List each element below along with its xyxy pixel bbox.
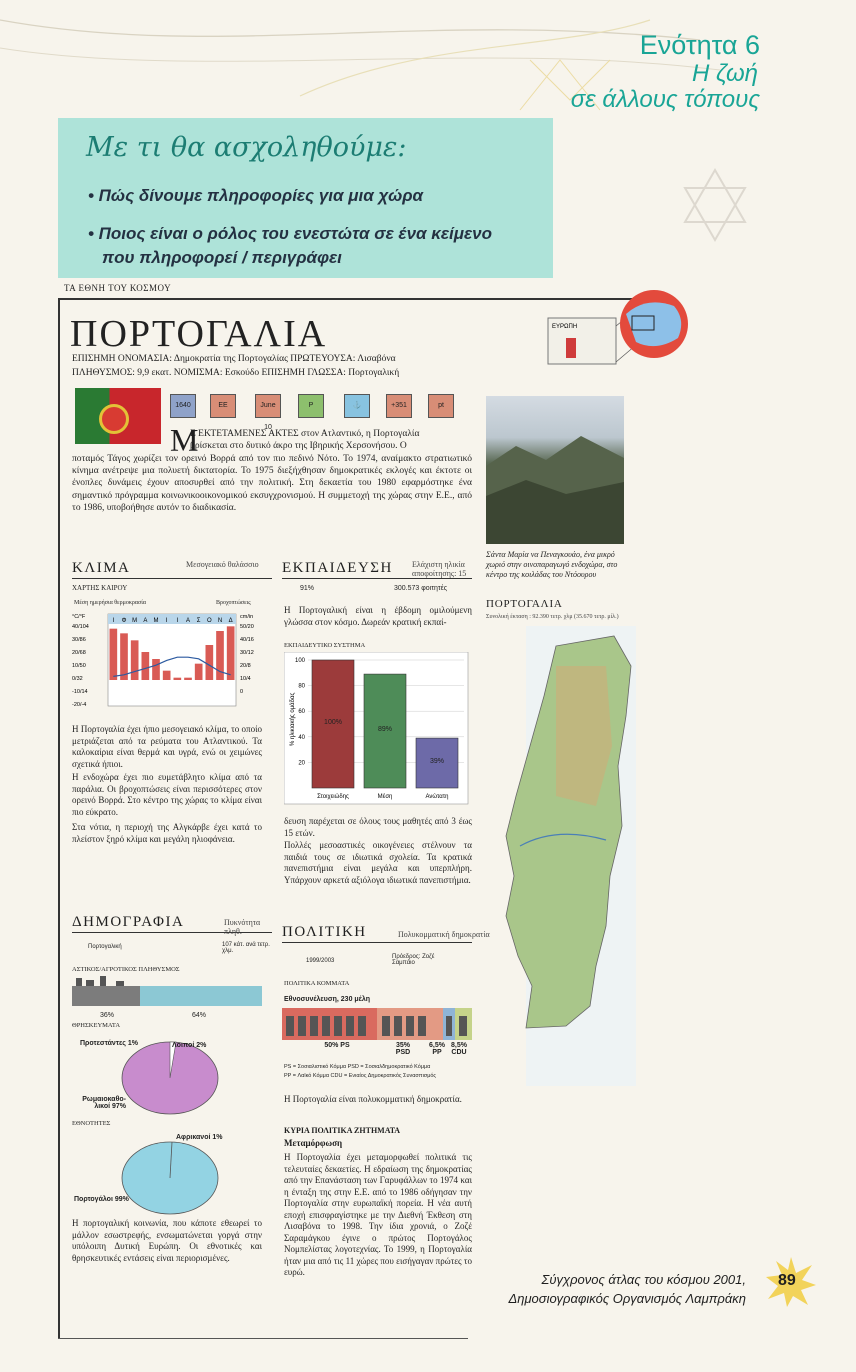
issues-subtitle: Μεταμόρφωση (284, 1138, 343, 1148)
national-day-icon: June 10 (255, 394, 281, 418)
rainfall-bar (206, 645, 214, 680)
urban-title: ΑΣΤΙΚΟΣ/ΑΓΡΟΤΙΚΟΣ ΠΛΗΘΥΣΜΟΣ (72, 966, 180, 973)
month-label: Ι (176, 618, 179, 624)
month-label: Μ (153, 618, 159, 624)
atlas-credit-line-1: Σύγχρονος άτλας του κόσμου 2001, (541, 1272, 746, 1287)
demography-density: 107 κάτ. ανά τετρ. χλμ. (222, 942, 270, 954)
rural-pct: 64% (192, 1012, 207, 1019)
edu-ytick: 40 (298, 734, 305, 741)
inset-label: ΕΥΡΩΠΗ (552, 324, 578, 330)
left-tick: 20/68 (72, 650, 86, 656)
edu-ytick: 60 (298, 709, 305, 716)
politics-head-of-state: Πρόεδρος: Ζοζέ Σαμπάιο (392, 954, 435, 966)
rainfall-bar (184, 678, 192, 680)
right-tick: 50/20 (240, 624, 254, 630)
party-ps: 50% PS (324, 1042, 350, 1049)
party-pp: 6,5% PP (429, 1042, 445, 1056)
month-label: Ι (165, 618, 168, 624)
objective-item-1: • Πώς δίνουμε πληροφορίες για μια χώρα (88, 186, 424, 205)
parking-icon: P (298, 394, 324, 418)
rainfall-bar (163, 671, 171, 680)
parliament-figures (282, 1008, 472, 1040)
month-label: Ο (206, 618, 212, 624)
map-title: ΠΟΡΤΟΓΑΛΙΑ (486, 598, 563, 610)
edu-category-label: Μέση (377, 794, 393, 800)
country-title: ΠΟΡΤΟΓΑΛΙΑ (70, 313, 328, 355)
party-legend-2: PP = Λαϊκό Κόμμα CDU = Ενιαίος Δημοκρατικός Συνασπισμός (284, 1073, 437, 1079)
month-label: Μ (132, 618, 138, 624)
objective-item-2: • Ποιος είναι ο ρόλος του ενεστώτα σε ένα κείμενο (88, 224, 492, 243)
unit-title-line-2: σε άλλους τόπους (570, 86, 760, 113)
right-unit: cm/in (240, 614, 254, 620)
left-tick: 10/50 (72, 663, 86, 669)
month-label: Φ (121, 618, 127, 624)
photo-caption: Σάντα Μαρία να Πεναγκουάο, ένα μικρό χωριό στην οινοπαραγωγό ενδοχώρα, στο κέντρο της κοιλάδας του Ντόουρου (486, 550, 618, 579)
parties-title: ΠΟΛΙΤΙΚΑ ΚΟΜΜΑΤΑ (284, 980, 350, 987)
right-tick: 30/12 (240, 650, 254, 656)
month-label: Δ (228, 618, 233, 624)
politics-text-1: Η Πορτογαλία είναι πολυκομματική δημοκρατία. (284, 1094, 462, 1104)
party-cdu: 8,5% CDU (451, 1042, 467, 1056)
party-psd: 35% PSD (395, 1042, 411, 1056)
left-unit: °C/°F (72, 614, 86, 620)
domain-icon: pt (428, 394, 454, 418)
month-label: Α (143, 618, 148, 624)
ethnic-pie (120, 1140, 220, 1220)
religion-label-catholic: Ρωμαιοκαθο- λικοί 97% (82, 1096, 126, 1110)
country-meta-line-1: ΕΠΙΣΗΜΗ ΟΝΟΜΑΣΙΑ: Δημοκρατία της Πορτογαλίας ΠΡΩΤΕΥΟΥΣΑ: Λισαβόνα (72, 354, 396, 364)
parliament-label: Εθνοσυνέλευση, 230 μέλη (284, 996, 371, 1003)
climate-link[interactable]: Μεσογειακό θαλάσσιο (186, 560, 259, 569)
climate-heading: ΚΛΙΜΑ (72, 560, 272, 579)
portugal-map (486, 626, 636, 1086)
politics-elections: 1999/2003 (306, 958, 335, 964)
edu-data-label: 89% (377, 726, 393, 734)
religion-label-other: Λοιποί 2% (172, 1042, 207, 1049)
rainfall-bar (131, 640, 139, 680)
rainfall-bar (227, 626, 235, 680)
flag-crest-icon (99, 404, 129, 434)
rainfall-bar (195, 664, 203, 680)
climate-legend-rain: Βροχοπτώσεις (216, 600, 251, 606)
party-legend-1: PS = Σοσιαλιστικό Κόμμα PSD = Σοσιαλδημοκρατικό Κόμμα (284, 1064, 431, 1070)
urban-rural-bar (72, 976, 262, 1010)
rainfall-bar (152, 659, 160, 680)
urban-pct: 36% (100, 1012, 115, 1019)
atlas-credit-line-2: Δημοσιογραφικός Οργανισμός Λαμπράκη (508, 1291, 746, 1306)
right-tick: 10/4 (240, 676, 251, 682)
issues-title: ΚΥΡΙΑ ΠΟΛΙΤΙΚΑ ΖΗΤΗΜΑΤΑ (284, 1126, 401, 1135)
article-frame-bottom (58, 1338, 468, 1339)
independence-icon: 1640 (170, 394, 196, 418)
left-tick: -20/-4 (72, 702, 87, 708)
right-tick: 40/16 (240, 637, 254, 643)
demography-population-label: Πορτογαλική (88, 944, 122, 950)
eu-icon: ΕΕ (210, 394, 236, 418)
education-text-1: Η Πορτογαλική είναι η έβδομη ομιλούμενη γλώσσα στον κόσμο. Δωρεάν κρατική εκπαί- (284, 605, 472, 627)
politics-link[interactable]: Πολυκομματική δημοκρατία (398, 930, 490, 939)
month-label: Α (185, 618, 191, 624)
religion-title: ΘΡΗΣΚΕΥΜΑΤΑ (72, 1022, 121, 1029)
portugal-flag (75, 388, 161, 444)
month-label: Ι (112, 618, 115, 624)
left-tick: 40/104 (72, 624, 89, 630)
intro-text: ποταμός Τάγος χωρίζει τον ορεινό Βορρά από τον πιο πεδινό Νότο. Το 1974, αναίμακτο στρατιωτικό κίνημα ανέτρεψε μια πολυετή δικτατορία. Το 1975 διεξήχθησαν δημοκρατικές εκλογές και έκτοτε οι ένοπλες δυνάμεις έχουν αποσυρθεί από την πολιτική. Στη δεκαετία του 1980 εφαρμόστηκε ένα σημαντικό πρόγραμμα κοινωνικοοικονομικού εκσυγχρονισμού. Η συμμετοχή της χώρας στην Ε.Ε., από το 1986, υποβοήθησε αυτόν το διαδικασία. (72, 454, 472, 513)
edu-data-label: 39% (429, 758, 445, 766)
edu-category-label: Στοιχειώδης (317, 794, 349, 800)
climate-chart (72, 608, 272, 720)
water-icon: ⚓ (344, 394, 370, 418)
demography-link[interactable]: Πυκνότητα πληθ. (224, 918, 261, 936)
ethnic-label-portuguese: Πορτογάλοι 99% (74, 1196, 129, 1203)
climate-text-3: Στα νότια, η περιοχή της Αλγκάρβε έχει κατά το πλείστον ξηρό κλίμα και μεγάλη ηλιοφάνεια. (72, 822, 262, 844)
climate-legend-temp: Μέση ημερήσια θερμοκρασία (74, 600, 146, 606)
education-chart (284, 652, 469, 806)
country-meta (72, 352, 472, 380)
landscape-photo (486, 396, 624, 544)
objectives-heading: Με τι θα ασχοληθούμε: (86, 132, 407, 163)
dropcap: Μ (170, 422, 199, 458)
right-tick: 20/8 (240, 663, 251, 669)
objective-item-2-continued: που πληροφορεί / περιγράφει (102, 248, 342, 267)
edu-data-label: 100% (324, 719, 342, 726)
climate-text-2: Η ενδοχώρα έχει πιο ευμετάβλητο κλίμα από τα παράλια. Οι βροχοπτώσεις είναι περισσότερες στον ορεινό Βορρά. Στο κέντρο της χώρας το κλίμα είναι πιο εύκρατο. (72, 772, 262, 817)
intro-line-1: Ε ΕΚΤΕΤΑΜΕΝΕΣ ΑΚΤΕΣ στον Ατλαντικό, η Πορτογαλία (190, 429, 420, 439)
right-tick: 0 (240, 689, 244, 695)
atlas-credit (509, 1270, 747, 1308)
intro-line-2: βρίσκεται στο δυτικό άκρο της Ιβηρικής Χερσονήσου. Ο (190, 441, 407, 451)
left-tick: -10/14 (72, 689, 88, 695)
unit-number: Ενότητα 6 (639, 30, 760, 60)
climate-text-1: Η Πορτογαλία έχει ήπιο μεσογειακό κλίμα, το οποίο μετριάζεται από τα ρεύματα του Ατλαντικού. Τα καλοκαίρια είναι θερμά και υγρά, ενώ οι χειμώνες σχετικά ήπιοι. (72, 724, 262, 769)
education-text-2: δευση παρέχεται σε όλους τους μαθητές από 3 έως 15 ετών. (284, 816, 472, 838)
objectives-banner (58, 118, 553, 278)
education-chart-caption: ΕΚΠΑΙΔΕΥΤΙΚΟ ΣΥΣΤΗΜΑ (284, 642, 366, 649)
source-title: ΤΑ ΕΘΝΗ ΤΟΥ ΚΟΣΜΟΥ (64, 283, 172, 293)
left-tick: 30/86 (72, 637, 86, 643)
education-link[interactable]: Ελάχιστη ηλικία αποφοίτησης: 15 (412, 560, 467, 578)
edu-ytick: 100 (294, 658, 305, 664)
country-meta-line-2: ΠΛΗΘΥΣΜΟΣ: 9,9 εκατ. ΝΟΜΙΣΜΑ: Εσκούδο ΕΠΙΣΗΜΗ ΓΛΩΣΣΑ: Πορτογαλική (72, 368, 400, 378)
edu-category-label: Ανώτατη (425, 794, 449, 800)
politics-text-2: Η Πορτογαλία έχει μεταμορφωθεί πολιτικά τις τελευταίες δεκαετίες. Η εδραίωση της δημοκρατίας από την Επανάσταση των Γαρυφάλλων το 1974 και η ένταξη της στην Ε.Ε. από το 1986 οδήγησαν την Πορτογαλία στην ευρωπαϊκή πορεία. Η νέα αυτή εποχή επισφραγίστηκε με την Διεθνή Έκθεση στη Λισαβόνα το 1998. Την ίδια χρονιά, ο Ζοζέ Σαραμάγκου έγινε ο πρώτος Πορτογάλος Νομπελίστας λογοτεχνίας. Το 1999, η Πορτογαλία ήταν μια από τις 11 χώρες που εισήγαγαν πρώτες το ευρώ. (284, 1152, 472, 1277)
politics-heading: ΠΟΛΙΤΙΚΗ (282, 924, 472, 943)
ethnic-label-african: Αφρικανοί 1% (176, 1134, 223, 1141)
rainfall-bar (174, 678, 182, 680)
edu-ytick: 20 (298, 760, 305, 767)
unit-header (571, 30, 760, 113)
rainfall-bar (120, 633, 128, 680)
locator-globe (546, 290, 691, 372)
page-number: 89 (778, 1272, 796, 1289)
demography-heading: ΔΗΜΟΓΡΑΦΙΑ (72, 914, 272, 933)
climate-chart-title: ΧΑΡΤΗΣ ΚΑΙΡΟΥ (72, 584, 128, 592)
education-literacy: 91% (300, 585, 315, 592)
education-heading: ΕΚΠΑΙΔΕΥΣΗ (282, 560, 472, 579)
month-label: Ν (217, 618, 223, 624)
dial-code-icon: +351 (386, 394, 412, 418)
education-students: 300.573 φοιτητές (394, 585, 448, 592)
map-scale: Συνολική έκταση : 92.390 τετρ. χλμ (35.670 τετρ. μίλ.) (486, 614, 619, 620)
rainfall-bar (110, 629, 118, 680)
unit-title-line-1: Η ζωή (692, 60, 758, 87)
inset-portugal-marker (566, 338, 576, 358)
rainfall-bar (142, 652, 150, 680)
left-tick: 0/32 (72, 676, 83, 682)
demography-text: Η πορτογαλική κοινωνία, που κάποτε εθεωρεί το μάλλον εσωστρεφής, ενσωματώνεται γοργά στην υπόλοιπη Δυτική Ευρώπη. Οι εθνοτικές και θρησκευτικές εντάσεις είναι περιορισμένες. (72, 1218, 262, 1263)
photo-mountains (486, 396, 624, 544)
climate-month-band (108, 614, 236, 624)
religion-pie (120, 1040, 220, 1118)
edu-ylabel: % ηλικιακής ομάδας (290, 692, 296, 746)
edu-ytick: 80 (298, 683, 305, 690)
ethnic-title: ΕΘΝΟΤΗΤΕΣ (72, 1120, 111, 1127)
education-text-3: Πολλές μεσοαστικές οικογένειες στέλνουν τα παιδιά τους σε ιδιωτικά σχολεία. Τα κρατικά πανεπιστήμια είναι μεγάλα και υπερπλήρη. Υπάρχουν αρκετά αξιόλογα ιδιωτικά πανεπιστήμια. (284, 840, 472, 885)
month-label: Σ (196, 618, 201, 624)
religion-label-protestant: Προτεστάντες 1% (80, 1040, 138, 1047)
